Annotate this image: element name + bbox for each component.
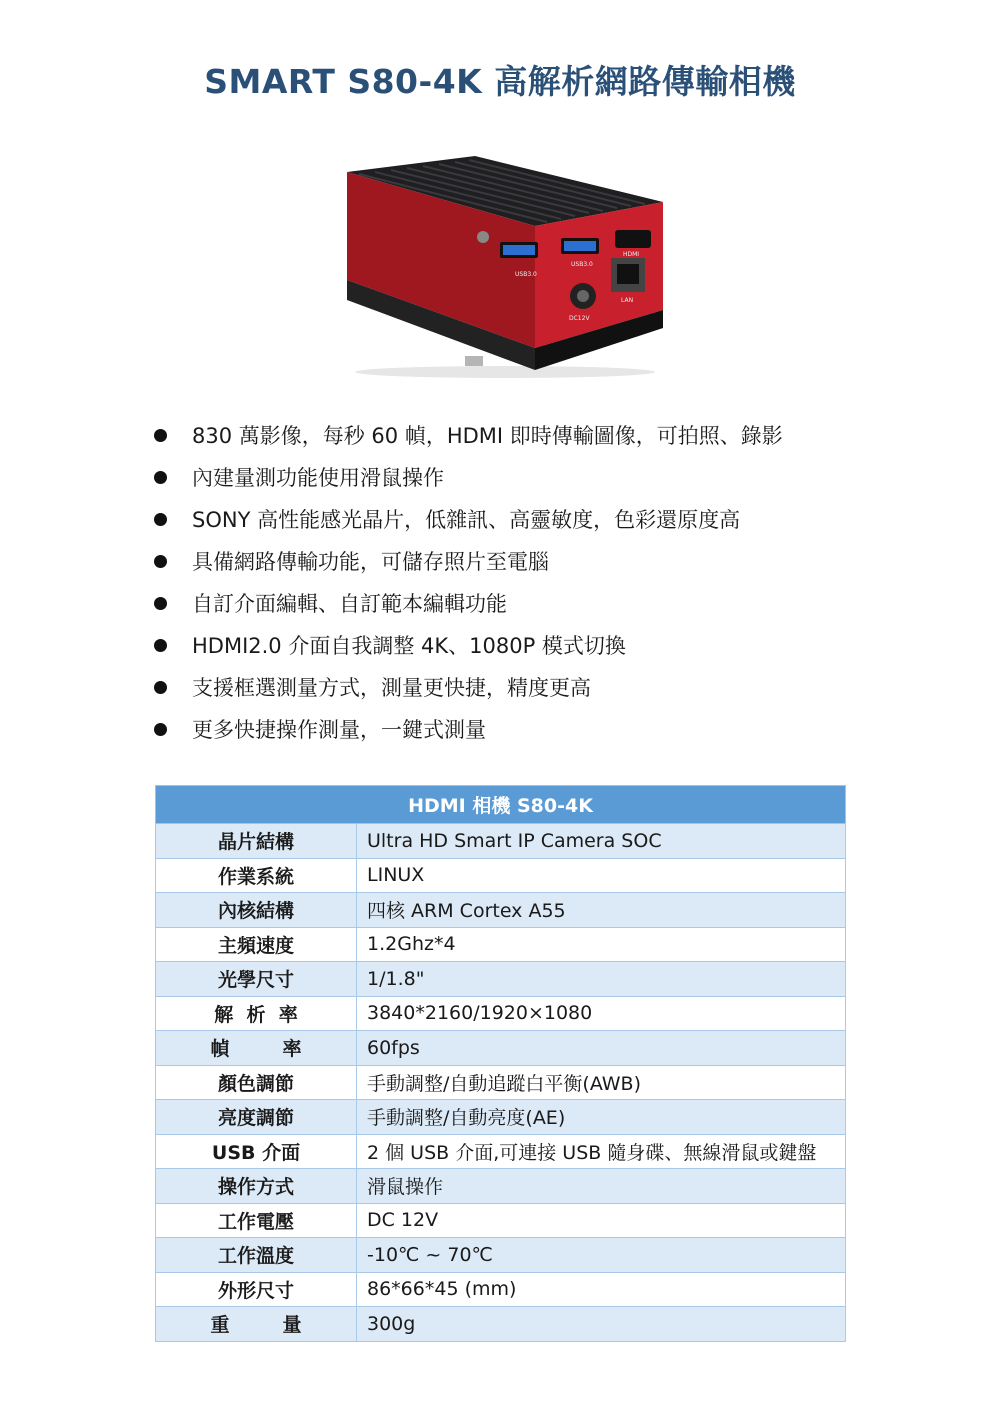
feature-item [150,499,870,541]
spec-value: 60fps [357,1031,846,1066]
feature-item [150,457,870,499]
table-row [156,962,846,997]
port-label-hdmi: HDMI [623,251,640,258]
feature-text: 支援框選測量方式，測量更快捷，精度更高 [192,676,591,700]
spec-key: 外形尺寸 [156,1272,357,1307]
spec-value: LINUX [357,858,846,893]
spec-key: 解 析 率 [156,996,357,1031]
spec-key: 操作方式 [156,1169,357,1204]
spec-value: 1/1.8" [357,962,846,997]
bullet-icon [154,471,167,484]
spec-key: 亮度調節 [156,1100,357,1135]
spec-value: 手動調整/自動追蹤白平衡(AWB) [357,1065,846,1100]
feature-text: 具備網路傳輸功能，可儲存照片至電腦 [192,550,549,574]
feature-item [150,415,870,457]
feature-text: HDMI2.0 介面自我調整 4K、1080P 模式切換 [192,634,626,658]
spec-value: 四核 ARM Cortex A55 [357,893,846,928]
spec-table [155,785,846,1342]
bullet-icon [154,555,167,568]
spec-value: DC 12V [357,1203,846,1238]
spec-value: 滑鼠操作 [357,1169,846,1204]
feature-text: 內建量測功能使用滑鼠操作 [192,466,444,490]
feature-text: 830 萬影像，每秒 60 幀，HDMI 即時傳輸圖像，可拍照、錄影 [192,424,783,448]
feature-item [150,541,870,583]
spec-key: 光學尺寸 [156,962,357,997]
spec-key: 內核結構 [156,893,357,928]
feature-item [150,625,870,667]
spec-table-header: HDMI 相機 S80-4K [156,786,846,824]
table-row [156,1203,846,1238]
spec-key: 工作溫度 [156,1238,357,1273]
bullet-icon [154,513,167,526]
table-row [156,996,846,1031]
spec-value: 3840*2160/1920×1080 [357,996,846,1031]
table-row [156,1134,846,1169]
spec-value: 86*66*45 (mm) [357,1272,846,1307]
spec-key: 幀 率 [156,1031,357,1066]
feature-list [150,415,870,751]
spec-value: 手動調整/自動亮度(AE) [357,1100,846,1135]
spec-value: -10℃ ~ 70℃ [357,1238,846,1273]
table-row [156,1307,846,1342]
spec-key: 工作電壓 [156,1203,357,1238]
table-row [156,1031,846,1066]
spec-value: Ultra HD Smart IP Camera SOC [357,824,846,859]
feature-text: 更多快捷操作測量，一鍵式測量 [192,718,486,742]
feature-item [150,667,870,709]
bullet-icon [154,723,167,736]
port-label-lan: LAN [621,297,634,304]
bullet-icon [154,681,167,694]
spec-value: 1.2Ghz*4 [357,927,846,962]
port-label-dc: DC12V [569,315,590,322]
port-label-usb2: USB3.0 [571,261,593,268]
camera-product-image [335,150,675,380]
spec-value: 300g [357,1307,846,1342]
feature-item [150,709,870,751]
table-row [156,1272,846,1307]
spec-key: 顏色調節 [156,1065,357,1100]
table-row [156,927,846,962]
table-row [156,858,846,893]
table-row [156,1065,846,1100]
spec-key: 作業系統 [156,858,357,893]
table-row [156,1100,846,1135]
table-row [156,1169,846,1204]
spec-key: USB 介面 [156,1134,357,1169]
port-label-usb1: USB3.0 [515,271,537,278]
table-row [156,824,846,859]
spec-key: 重 量 [156,1307,357,1342]
spec-value: 2 個 USB 介面,可連接 USB 隨身碟、無線滑鼠或鍵盤 [357,1134,846,1169]
feature-item [150,583,870,625]
bullet-icon [154,597,167,610]
table-row [156,1238,846,1273]
feature-text: 自訂介面編輯、自訂範本編輯功能 [192,592,507,616]
table-row [156,893,846,928]
bullet-icon [154,639,167,652]
page-title: SMART S80-4K 高解析網路傳輸相機 [204,62,796,101]
spec-key: 主頻速度 [156,927,357,962]
feature-text: SONY 高性能感光晶片，低雜訊、高靈敏度，色彩還原度高 [192,508,741,532]
spec-key: 晶片結構 [156,824,357,859]
bullet-icon [154,429,167,442]
